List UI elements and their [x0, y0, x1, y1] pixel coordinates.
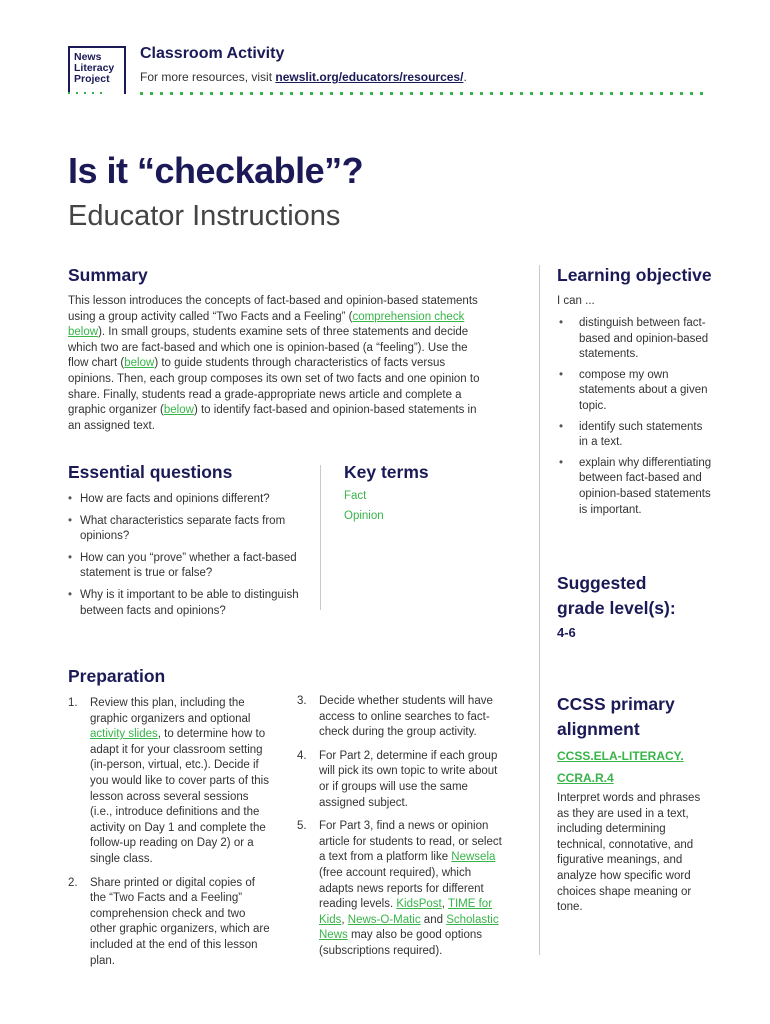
grade-heading-line-1: Suggested: [557, 573, 647, 593]
scholastic-news-link[interactable]: Scholastic News: [319, 913, 499, 942]
summary-part-2: ). In small groups, students examine sets of three statements and decide which two are fact-based and which one is opinion-based (a “feeling”). Use the flow chart (: [68, 326, 469, 370]
ccss-heading-line-2: alignment: [557, 719, 640, 739]
prep-item-2: Share printed or digital copies of the “Two Facts and a Feeling” comprehension check and two other graphic organizers, which are included at the end of this lesson plan.: [90, 876, 270, 967]
summary-heading: Summary: [68, 265, 148, 285]
right-column-divider: [539, 265, 540, 955]
header-sub-prefix: For more resources, visit: [140, 70, 276, 84]
prep-item-5-mid-4: and: [420, 913, 447, 926]
graphic-organizer-link[interactable]: below: [163, 404, 194, 417]
key-terms-list: [344, 490, 384, 530]
logo-line-2: Literacy: [74, 62, 115, 74]
resources-link[interactable]: newslit.org/educators/resources/: [275, 70, 464, 84]
list-item: • distinguish between fact-based and opinion-based statements.: [557, 316, 712, 363]
kidspost-link[interactable]: KidsPost: [396, 898, 442, 911]
learning-objective-intro: I can ...: [557, 295, 595, 307]
prep-item-5-post: may also be good options (subscriptions required).: [319, 929, 483, 957]
ccss-code-line-2[interactable]: CCRA.R.4: [557, 771, 614, 785]
prep-item-5-mid-1: (free account required), which adapts news reports for different reading levels.: [319, 866, 484, 911]
list-item: • Why is it important to be able to distinguish between facts and opinions?: [68, 588, 300, 619]
activity-slides-link[interactable]: activity slides: [90, 728, 158, 741]
logo-dots: [68, 92, 108, 94]
list-item: • identify such statements in a text.: [557, 420, 712, 451]
logo-line-3: Project: [74, 73, 110, 85]
list-item: [68, 876, 273, 970]
grade-level-value: 4-6: [557, 625, 576, 640]
header-sub-suffix: .: [463, 70, 467, 84]
prep-item-1-pre: Review this plan, including the graphic organizers and optional: [90, 697, 251, 725]
ccss-code-line-1[interactable]: CCSS.ELA-LITERACY.: [557, 749, 684, 763]
list-item: • What characteristics separate facts from opinions?: [68, 514, 300, 545]
prep-item-5-mid-3: ,: [341, 913, 348, 926]
key-terms-heading: Key terms: [344, 462, 429, 482]
flow-chart-link[interactable]: below: [124, 357, 155, 370]
learning-objective-heading: Learning objective: [557, 265, 712, 285]
prep-item-5-mid-2: ,: [441, 898, 448, 911]
item-number: 5.: [297, 820, 307, 833]
preparation-list-right: [297, 694, 502, 968]
list-item: • compose my own statements about a given topic.: [557, 368, 712, 415]
list-item: [68, 696, 273, 868]
preparation-heading: Preparation: [68, 666, 166, 686]
key-term-fact[interactable]: Fact: [344, 490, 367, 502]
summary-part-3: ) to guide students through characteristics of facts versus opinions. Then, each group composes its own set of two facts and one opinion to share. Finally, students read a grade-appropriate news article and complete a graphic organizer (: [68, 357, 480, 417]
nlp-logo: [68, 46, 124, 94]
item-number: 3.: [297, 695, 307, 707]
grade-level-heading: [557, 571, 676, 621]
comprehension-check-link[interactable]: comprehension check below: [68, 310, 465, 339]
prep-item-3: Decide whether students will have access to online searches to fact-check during the group activity.: [319, 695, 493, 739]
ccss-heading-line-1: CCSS primary: [557, 694, 675, 714]
summary-text: [68, 294, 488, 434]
prep-item-1-post: , to determine how to adapt it for your classroom setting (in-person, virtual, etc.). Decide if you would like to cover parts of this lesson across several sessions (i.e., introduce definitions and the activity on Day 1 and complete the follow-up reading on Day 2) or a single class.: [90, 728, 269, 865]
prep-item-5-pre: For Part 3, find a news or opinion article for students to read, or select a text from a platform like: [319, 820, 502, 864]
list-item: • How can you “prove” whether a fact-based statement is true or false?: [68, 551, 300, 582]
essential-questions-list: [68, 492, 300, 625]
header-title: Classroom Activity: [140, 45, 285, 62]
ccss-description: Interpret words and phrases as they are used in a text, including determining technical, connotative, and figurative meanings, and analyze how specific word choices shape meaning or tone.: [557, 792, 701, 914]
list-item: [297, 694, 502, 741]
prep-item-4: For Part 2, determine if each group will pick its own topic to write about or if groups will use the same assigned subject.: [319, 749, 498, 809]
header-subtitle: [140, 70, 467, 84]
header-divider: [124, 46, 126, 94]
time-for-kids-link[interactable]: TIME for Kids: [319, 898, 493, 926]
column-divider: [320, 465, 321, 610]
preparation-list-left: [68, 696, 273, 977]
news-o-matic-link[interactable]: News-O-Matic: [347, 913, 421, 926]
list-item: [297, 749, 502, 811]
summary-part-4: ) to identify fact-based and opinion-based statements in an assigned text.: [68, 404, 477, 432]
newsela-link[interactable]: Newsela: [451, 851, 496, 864]
list-item: • explain why differentiating between fact-based and opinion-based statements is important.: [557, 456, 712, 518]
essential-questions-heading: Essential questions: [68, 462, 233, 482]
ccss-code[interactable]: [557, 745, 684, 789]
ccss-heading: [557, 692, 675, 742]
key-term-opinion[interactable]: Opinion: [344, 510, 384, 522]
item-number: 2.: [68, 876, 78, 889]
grade-heading-line-2: grade level(s):: [557, 598, 676, 618]
list-item: [297, 819, 502, 959]
logo-line-1: News: [74, 51, 102, 63]
page-subtitle: Educator Instructions: [68, 200, 341, 232]
list-item: • How are facts and opinions different?: [68, 492, 300, 508]
item-number: 1.: [68, 697, 78, 709]
item-number: 4.: [297, 749, 307, 762]
page-title: Is it “checkable”?: [68, 150, 364, 191]
learning-objective-list: [557, 316, 712, 523]
header-dotted-line: [140, 92, 706, 95]
summary-part-1: This lesson introduces the concepts of fact-based and opinion-based statements using a group activity called “Two Facts and a Feeling” (: [68, 295, 478, 323]
